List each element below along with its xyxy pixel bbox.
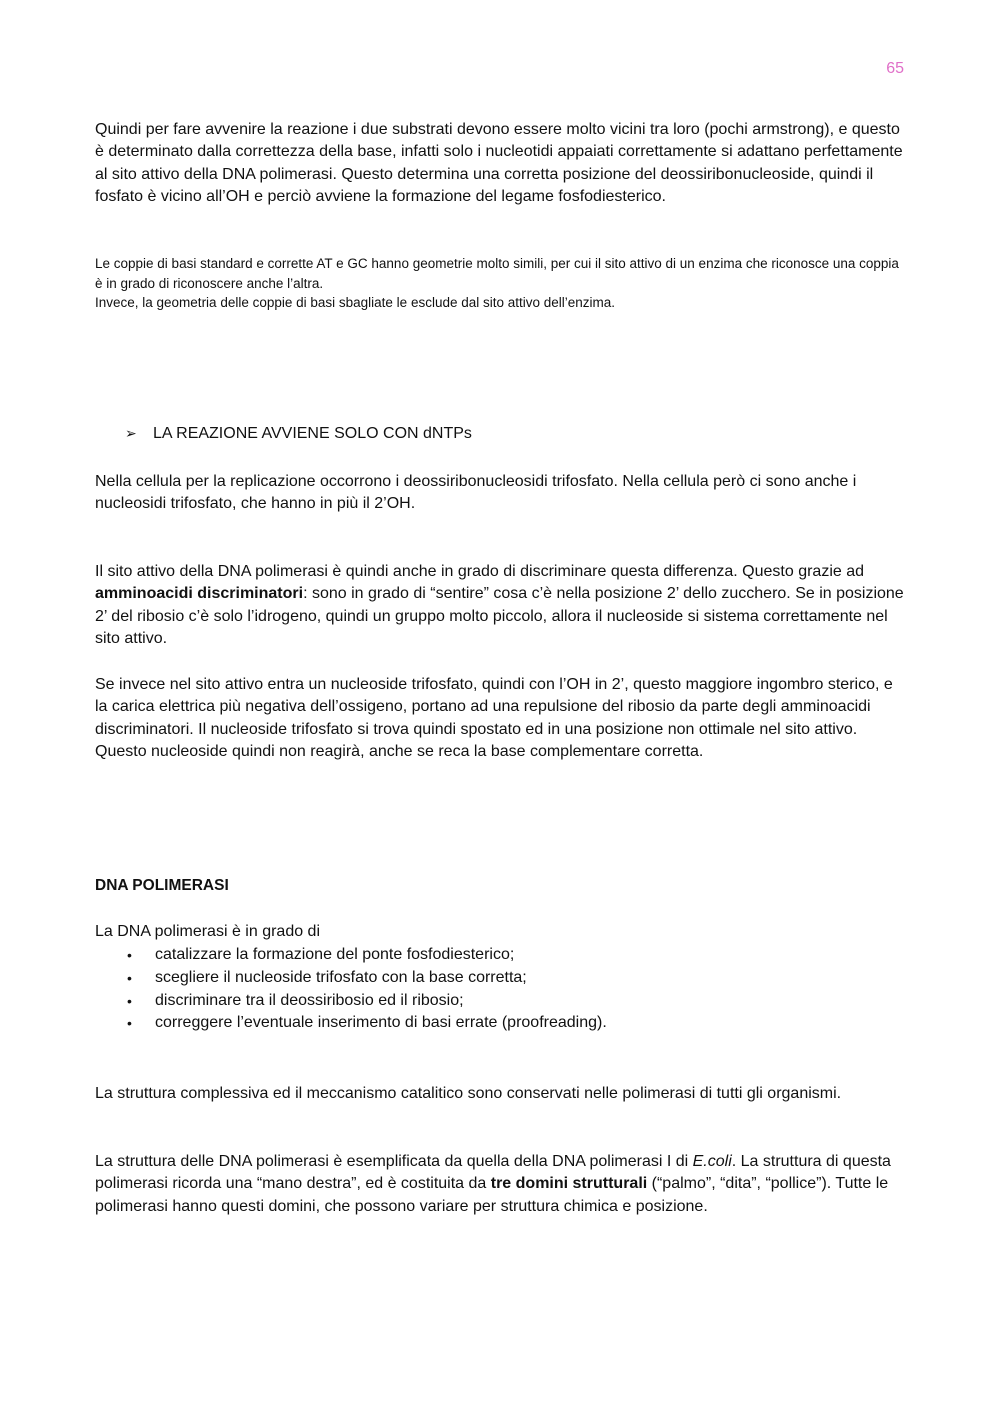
list-item-text: scegliere il nucleoside trifosfato con la base corretta;: [155, 968, 527, 986]
arrow-bullet-icon: ➢: [125, 425, 137, 441]
list-item: [95, 967, 607, 990]
note-line-wrong-pairs: Invece, la geometria delle coppie di basi sbagliate le esclude dal sito attivo dell’enzima.: [95, 295, 616, 310]
list-item-text: correggere l’eventuale inserimento di basi errate (proofreading).: [155, 1014, 607, 1032]
bullet-icon: •: [127, 947, 132, 963]
paragraph-note: [95, 254, 905, 313]
page-number: 65: [886, 60, 904, 77]
list-item: [95, 944, 607, 967]
paragraph-substrates: Quindi per fare avvenire la reazione i due substrati devono essere molto vicini tra loro (pochi armstrong), e questo è determinato dalla correttezza della base, infatti solo i nucleotidi appaiati correttamente si adattano perfettamente al sito attivo della DNA polimerasi. Questo determina una corretta posizione del deossiribonucleoside, quindi il fosfato è vicino all’OH e perciò avviene la formazione del legame fosfodiesterico.: [95, 121, 903, 206]
list-item: [95, 1012, 607, 1035]
text-run: La struttura delle DNA polimerasi è esemplificata da quella della DNA polimerasi I di: [95, 1153, 693, 1170]
list-item: [95, 990, 607, 1013]
paragraph-dntps: Nella cellula per la replicazione occorrono i deossiribonucleosidi trifosfato. Nella cellula però ci sono anche i nucleosidi trifosfato, che hanno in più il 2’OH.: [95, 473, 857, 513]
italic-species: E.coli: [692, 1153, 732, 1170]
arrow-list-item-label: LA REAZIONE AVVIENE SOLO CON dNTPs: [153, 425, 472, 442]
arrow-list-item: [125, 425, 472, 443]
paragraph-repulsion: Se invece nel sito attivo entra un nucleoside trifosfato, quindi con l’OH in 2’, questo maggiore ingombro sterico, e la carica elettrica più negativa dell’ossigeno, portano ad una repulsione del ribosio da parte degli amminoacidi discriminatori. Il nucleoside trifosfato si trova quindi spostato ed in una posizione non ottimale nel sito attivo. Questo nucleoside quindi non reagirà, anche se reca la base complementare corretta.: [95, 676, 893, 761]
paragraph-structure: [95, 1151, 905, 1218]
bullet-icon: •: [127, 992, 132, 1009]
section-heading: DNA POLIMERASI: [95, 877, 229, 894]
paragraph-conservation: La struttura complessiva ed il meccanismo catalitico sono conservati nelle polimerasi di tutti gli organismi.: [95, 1085, 842, 1102]
list-item-text: discriminare tra il deossiribosio ed il ribosio;: [155, 991, 464, 1009]
list-intro: La DNA polimerasi è in grado di: [95, 923, 321, 940]
text-run: Il sito attivo della DNA polimerasi è quindi anche in grado di discriminare questa differenza. Questo grazie ad: [95, 563, 865, 580]
paragraph-discriminator: [95, 561, 905, 651]
capabilities-list: [95, 944, 607, 1035]
bullet-icon: •: [127, 969, 132, 986]
bold-term: amminoacidi discriminatori: [95, 585, 304, 603]
text-run: . La struttura di questa polimerasi ricorda una “mano destra”, ed è costituita da: [95, 1153, 891, 1193]
list-item-text: catalizzare la formazione del ponte fosfodiesterico;: [155, 946, 515, 963]
text-run: (“palmo”, “dita”, “pollice”). Tutte le polimerasi hanno questi domini, che possono variare per struttura chimica e posizione.: [95, 1175, 889, 1215]
bold-term: tre domini strutturali: [490, 1175, 648, 1193]
bullet-icon: •: [127, 1015, 132, 1032]
note-line-base-pairs: Le coppie di basi standard e corrette AT e GC hanno geometrie molto simili, per cui il sito attivo di un enzima che riconosce una coppia è in grado di riconoscere anche l’altra.: [95, 256, 899, 291]
text-run: : sono in grado di “sentire” cosa c’è nella posizione 2’ dello zucchero. Se in posizione 2’ del ribosio c’è solo l’idrogeno, quindi un gruppo molto piccolo, allora il nucleoside si sistema correttamente nel sito attivo.: [95, 585, 904, 648]
